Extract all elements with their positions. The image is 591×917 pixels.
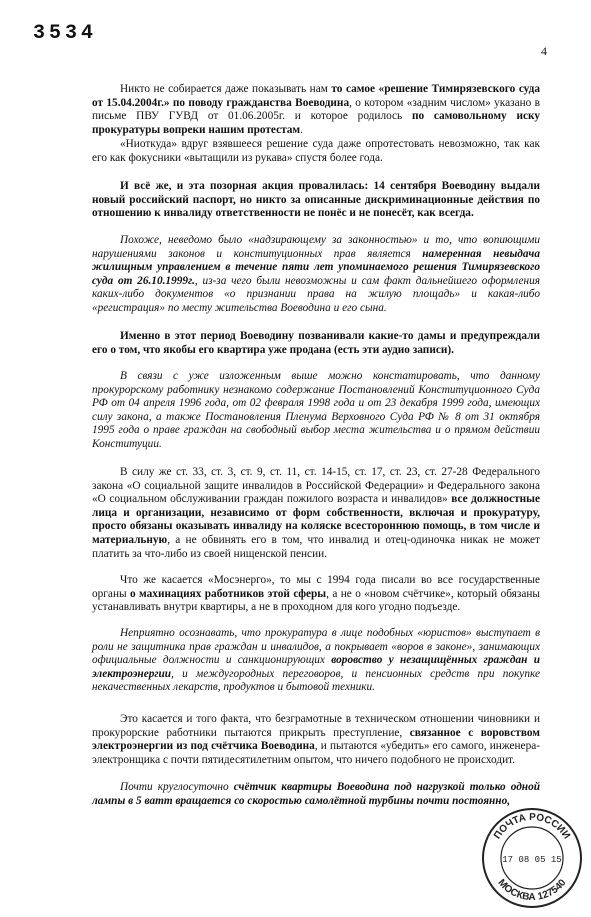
stamp-date: 17 08 05 15	[502, 855, 562, 865]
paragraph-phone-calls	[92, 330, 540, 357]
page-number: 4	[541, 44, 547, 58]
text-segment: Почти круглосуточно	[120, 781, 234, 793]
text-segment: счётчик квартиры Воеводина под нагрузкой только одной лампы в 5 ватт вращается со скоростью самолётной турбины почти постоянно,	[92, 781, 540, 807]
document-number: 3534	[33, 22, 98, 45]
stamp-bottom-text: МОСКВА 127540	[495, 877, 569, 904]
paragraph-electricity-theft	[92, 713, 540, 767]
text-segment: Что же касается «Мосэнерго», то мы с 1994 года писали во все государственные органы	[92, 574, 540, 600]
paragraph-passport-issued	[92, 180, 540, 221]
text-segment: намеренная невыдача жилищным управлением в течение пяти лет упоминаемого решения Тимирязевского суда от 26.10.1999г.	[92, 247, 540, 287]
text-segment: воровство у незащищённых граждан и электроэнергии	[92, 654, 540, 680]
text-segment: то самое «решение Тимирязевского суда от 15.04.2004г.» по поводу гражданства Воеводина	[92, 83, 540, 109]
text-segment: все должностные лица и организации, независимо от форм собственности, включая и прокуратуру, просто обязаны оказывать инвалиду на коляске всестороннюю помощь, в том числе и материальную	[92, 493, 540, 546]
post-stamp-graphic	[480, 806, 584, 910]
text-segment: И всё же, и эта позорная акция провалилась: 14 сентября Воеводину выдали новый российский паспорт, но никто за описанные дискриминационные действия по отношению к инвалиду ответственности не понёс и не понесёт, как всегда.	[92, 180, 540, 220]
text-segment: , о котором «задним числом» указано в письме ПВУ ГУВД от 01.06.2005г. и которое родилось	[92, 96, 540, 123]
paragraph-mosenergo	[92, 574, 540, 615]
text-segment: связанное с воровством электроэнергии из под счётчика Воеводина	[92, 726, 540, 753]
text-segment: , и пытаются «убедить» его самого, инженера-электронщика с почти пятидесятилетним опытом, что ничего подобного не происходит.	[92, 740, 540, 766]
paragraph-meter-spinning	[92, 781, 540, 808]
text-segment: , а не о «новом счётчике», который обязаны устанавливать внутри квартиры, а не в проходном для кого угодно подъезде.	[92, 587, 540, 614]
paragraph-from-nowhere	[92, 138, 540, 165]
text-segment: о махинациях работников этой сферы	[129, 587, 327, 600]
paragraph-decision-not-shown	[92, 83, 540, 137]
text-segment: Неприятно осознавать, что прокуратура в лице подобных «юристов» выступает в роли не защитника прав граждан и инвалидов, а покрывает «воров в законе», занимающих официальные должности и санкционирующих	[92, 627, 540, 667]
text-segment: Никто не собирается даже показывать нам	[120, 83, 332, 95]
text-segment: Это касается и того факта, что безграмотные в техническом отношении чиновники и прокурорские работники пытаются прикрыть преступление,	[92, 713, 540, 739]
text-segment: , а не обвинять его в том, что инвалид и отец-одиночка никак не может платить за что-либо из своей нищенской пенсии.	[92, 533, 540, 560]
text-segment: В связи с уже изложенным выше можно констатировать, что данному прокурорскому работнику незнакомо содержание Постановлений Конституционного Суда РФ от 04 апреля 1996 года, от 02 февраля 1998 года и от 23 декабря 1999 года, имеющих силу закона, а также Постановления Пленума Верховного Суда РФ № 8 от 31 октября 1995 года о праве граждан на свободный выбор места жительства и о прямом действии Конституции.	[92, 370, 540, 450]
text-segment: В силу же ст. 33, ст. 3, ст. 9, ст. 11, ст. 14-15, ст. 17, ст. 23, ст. 27-28 Федерального закона «О социальной защите инвалидов в Российской Федерации» и Федерального закона «О социальном обслуживании граждан пожилого возраста и инвалидов»	[92, 466, 540, 506]
stamp-top-text: ПОЧТА РОССИИ	[492, 811, 572, 842]
text-segment: , из-за чего были невозможны и сам факт дальнейшего оформления каких-либо документов «о признании права на жилую площадь» и какая-либо «регистрация» по месту жительства Воеводина и его сына.	[92, 274, 540, 314]
text-segment: Именно в этот период Воеводину позванивали какие-то дамы и предупреждали его о том, что якобы его квартира уже продана (есть эти аудио записи).	[92, 330, 540, 356]
paragraph-federal-law	[92, 466, 540, 561]
text-segment: , и междугородных переговоров, и пенсионных средств при покупке некачественных лекарств, продуктов и бытовой техники.	[92, 667, 540, 694]
paragraph-housing-violations	[92, 234, 540, 316]
paragraph-prosecutor-role	[92, 627, 540, 695]
text-segment: Похоже, неведомо было «надзирающему за законностью» и то, что вопиющими нарушениями законов и конституционных прав является	[92, 234, 540, 260]
text-segment: по самовольному иску прокуратуры вопреки нашим протестам	[92, 110, 540, 136]
text-segment: «Ниоткуда» вдруг взявшееся решение суда даже опротестовать невозможно, так как его как фокусники «вытащили из рукава» спустя более года.	[92, 138, 540, 164]
post-office-stamp	[480, 806, 584, 910]
text-segment: .	[300, 123, 303, 136]
paragraph-constitutional-court	[92, 370, 540, 452]
